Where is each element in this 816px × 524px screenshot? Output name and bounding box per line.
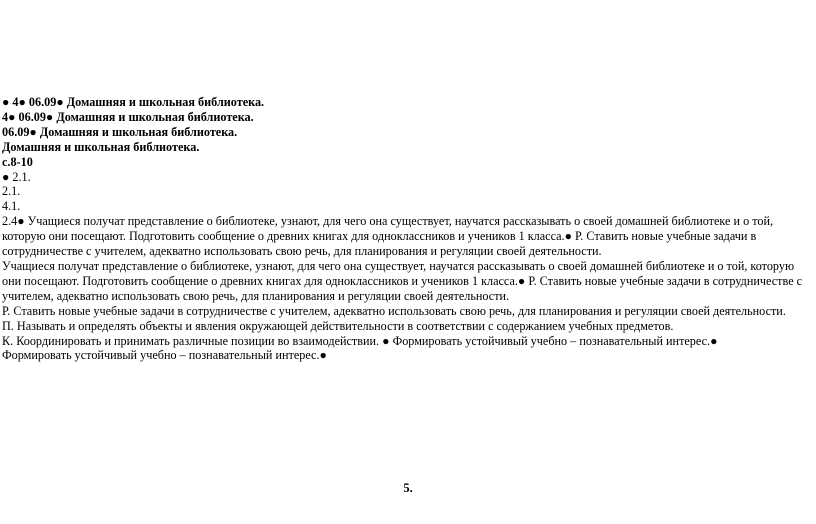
section-number-1: ● 2.1.	[2, 169, 31, 184]
paragraph-6: Формировать устойчивый учебно – познавательный интерес.●	[2, 348, 327, 363]
paragraph-3: Р. Ставить новые учебные задачи в сотрудничестве с учителем, адекватно использовать свою речь, для планирования и регуляции своей деятельности.	[2, 303, 786, 318]
page-number: 5.	[403, 481, 413, 495]
section-number-2: 2.1.	[2, 184, 21, 199]
paragraph-4: П. Называть и определять объекты и явления окружающей действительности в соответствии с содержанием учебных предметов.	[2, 318, 674, 333]
paragraph-2: Учащиеся получат представление о библиотеке, узнают, для чего она существует, научатся рассказывать о своей домашней библиотеке и о той, которую они посещают. Подготовить сообщение о древних книгах для одноклассников и учеников 1 класса.● Р. Ставить новые учебные задачи в сотрудничестве с учителем, адекватно использовать свою речь, для планирования и регуляции своей деятельности.	[2, 258, 803, 303]
heading-line-3: 06.09● Домашняя и школьная библиотека.	[2, 124, 238, 139]
document-body	[2, 95, 814, 363]
paragraph-5: К. Координировать и принимать различные позиции во взаимодействии. ● Формировать устойчивый учебно – познавательный интерес.●	[2, 333, 718, 348]
heading-line-1: ● 4● 06.09● Домашняя и школьная библиотека.	[2, 95, 265, 109]
paragraph-1: 2.4● Учащиеся получат представление о библиотеке, узнают, для чего она существует, научатся рассказывать о своей домашней библиотеке и о той, которую они посещают. Подготовить сообщение о древних книгах для одноклассников и учеников 1 класса.● Р. Ставить новые учебные задачи в сотрудничестве с учителем, адекватно использовать свою речь, для планирования и регуляции своей деятельности.	[2, 214, 774, 259]
page-range: с.8-10	[2, 154, 33, 169]
heading-line-4: Домашняя и школьная библиотека.	[2, 139, 200, 154]
heading-line-2: 4● 06.09● Домашняя и школьная библиотека.	[2, 109, 254, 124]
section-number-3: 4.1.	[2, 199, 21, 214]
